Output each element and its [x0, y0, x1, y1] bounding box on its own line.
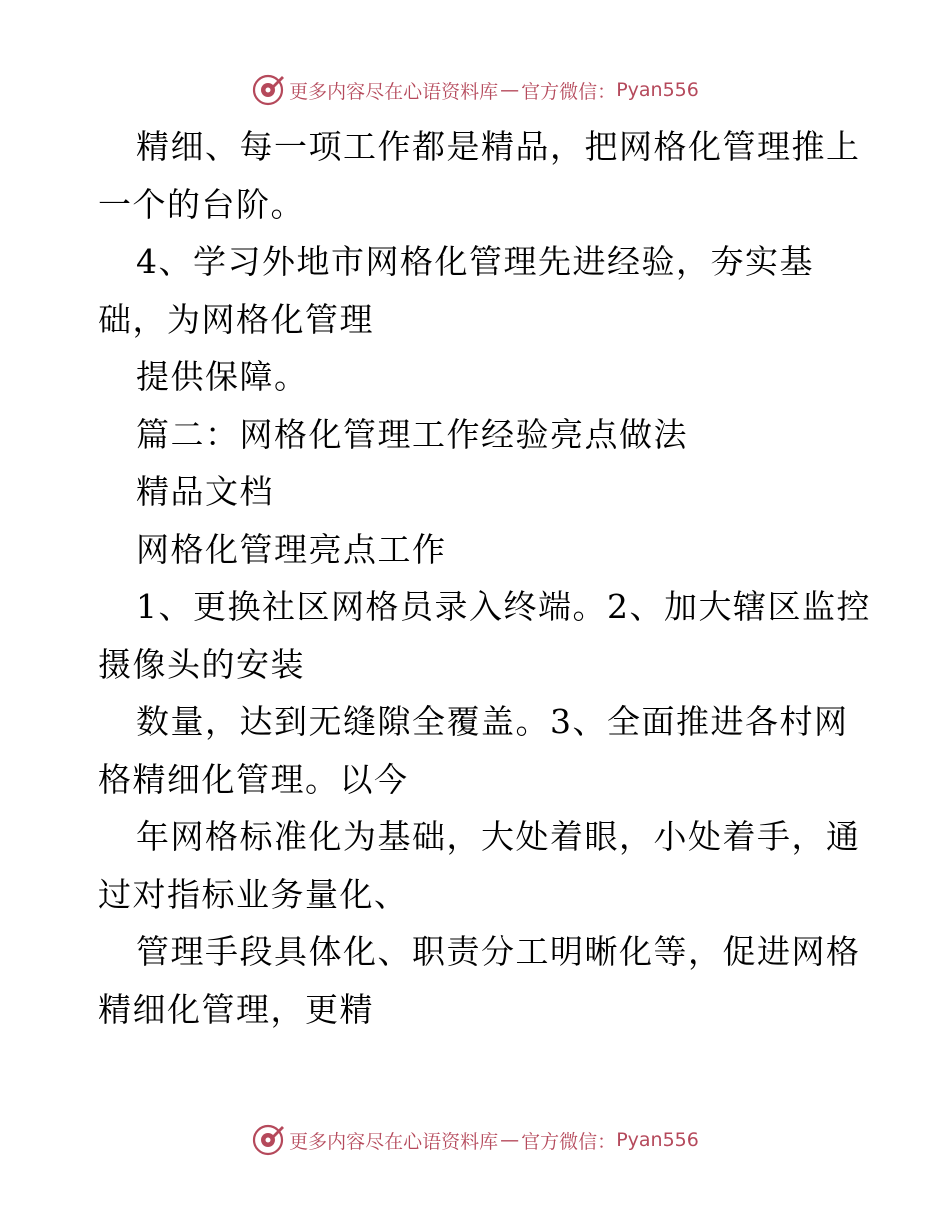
text-line: 提供保障。: [136, 357, 309, 396]
pen-logo-icon: [251, 1123, 285, 1157]
text-line: 摄像头的安装: [98, 644, 305, 684]
text-line: 精细、每一项工作都是精品，把网格化管理推上: [136, 127, 861, 166]
watermark-separator: —: [500, 1129, 520, 1151]
pen-logo-icon: [251, 73, 285, 107]
text-line: 1、更换社区网格员录入终端。2、加大辖区监控: [136, 587, 871, 626]
text-line: 格精细化管理。以今: [98, 759, 409, 799]
watermark-separator: —: [500, 79, 520, 101]
text-line: 础，为网格化管理: [98, 299, 374, 339]
text-line: 精细化管理，更精: [98, 989, 374, 1029]
watermark-brand: 更多内容尽在心语资料库: [289, 80, 499, 103]
watermark-contact-label: 官方微信：: [521, 1130, 617, 1153]
document-body: [98, 118, 871, 1038]
text-line: 一个的台阶。: [98, 184, 305, 224]
text-line: 数量，达到无缝隙全覆盖。3、全面推进各村网: [136, 702, 849, 741]
watermark-wechat-id: Pyan556: [616, 1129, 699, 1151]
text-line: 篇二：网格化管理工作经验亮点做法: [136, 414, 688, 454]
text-line: 过对指标业务量化、: [98, 874, 409, 914]
watermark-wechat-id: Pyan556: [616, 79, 699, 101]
text-line: 精品文档: [136, 472, 274, 511]
text-line: 年网格标准化为基础，大处着眼，小处着手，通: [136, 817, 861, 856]
watermark-contact-label: 官方微信：: [521, 80, 617, 103]
watermark-brand: 更多内容尽在心语资料库: [289, 1130, 499, 1153]
text-line: 管理手段具体化、职责分工明晰化等，促进网格: [136, 932, 861, 971]
text-line: 4、学习外地市网格化管理先进经验，夯实基: [136, 242, 814, 281]
header-watermark: [0, 70, 950, 110]
footer-watermark: [0, 1120, 950, 1160]
text-line: 网格化管理亮点工作: [136, 529, 447, 569]
